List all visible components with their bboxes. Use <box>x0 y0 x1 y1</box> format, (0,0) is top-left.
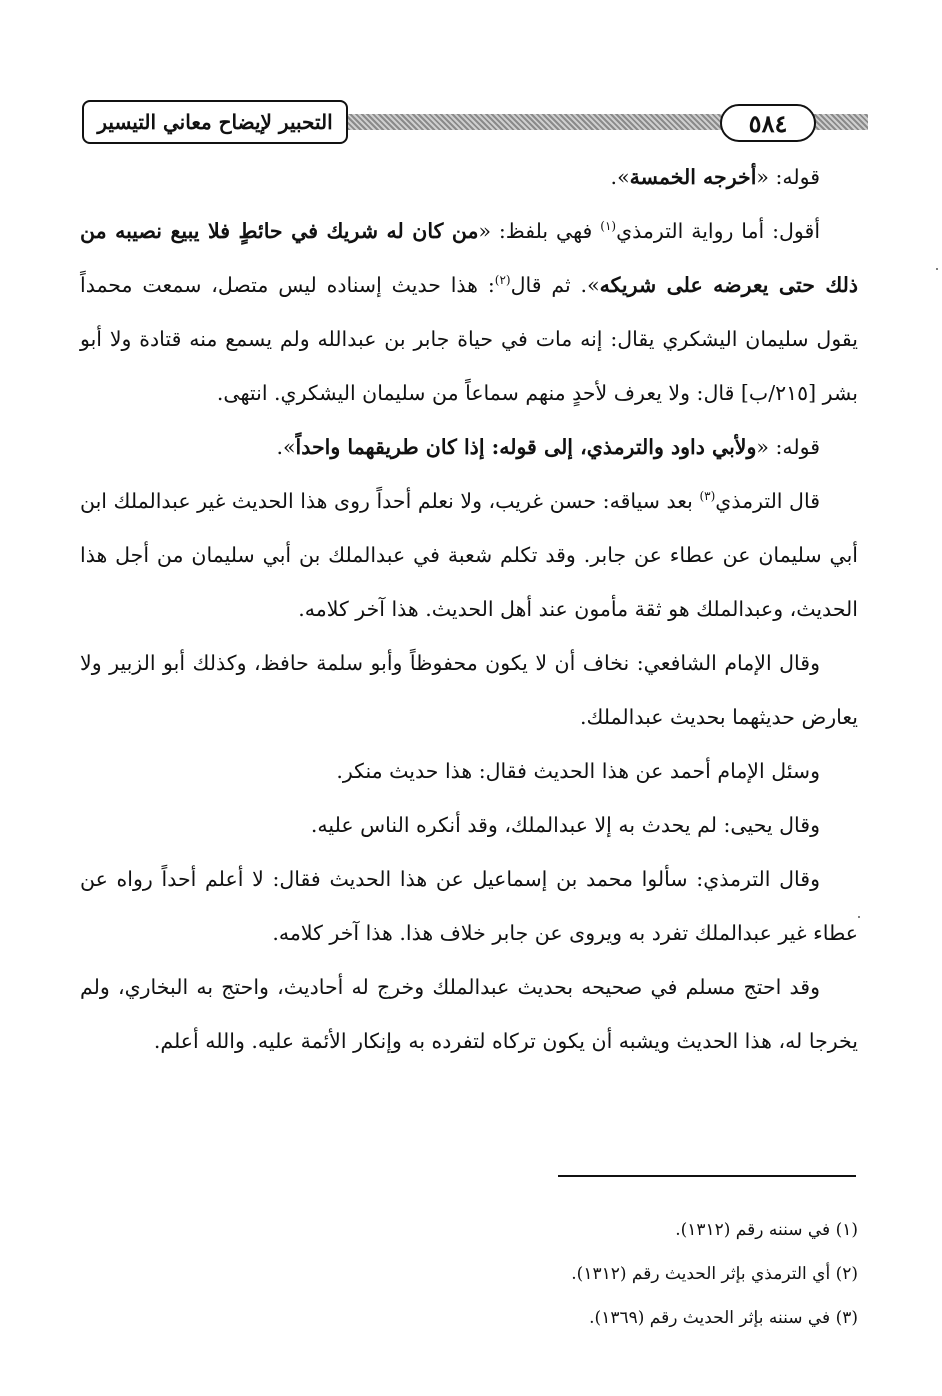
paragraph-7: وقال يحيى: لم يحدث به إلا عبدالملك، وقد أنكره الناس عليه. <box>310 813 820 837</box>
footnotes <box>80 1208 858 1340</box>
p3-end: ». <box>276 435 296 459</box>
page-header <box>80 98 870 146</box>
main-text <box>80 150 858 1068</box>
page-number: ٥٨٤ <box>720 104 816 142</box>
p3-lead: قوله: « <box>756 435 820 459</box>
p3-quote: ولأبي داود والترمذي، إلى قوله: إذا كان طريقهما واحداً <box>295 435 757 459</box>
p1-end: ». <box>610 165 630 189</box>
p2-mid: ». ثم قال <box>510 273 600 297</box>
paragraph-9: وقد احتج مسلم في صحيحه بحديث عبدالملك وخرج له أحاديث، واحتج به البخاري، ولم يخرجا له، هذا الحديث ويشبه أن يكون تركاه لتفرده به وإنكار الأئمة عليه. والله أعلم. <box>80 975 858 1053</box>
footnote-ref-3[interactable]: (٣) <box>699 489 716 504</box>
scan-speck <box>858 916 860 918</box>
p2-lead: أقول: أما رواية الترمذي <box>616 219 821 243</box>
scan-speck <box>936 268 938 270</box>
paragraph-8: وقال الترمذي: سألوا محمد بن إسماعيل عن هذا الحديث فقال: لا أعلم أحداً رواه عن عطاء غير عبدالملك تفرد به ويروى عن جابر خلاف هذا. هذا آخر كلامه. <box>80 867 858 945</box>
footnote-ref-1[interactable]: (١) <box>600 219 617 234</box>
footnote-3: (٣) في سننه بإثر الحديث رقم (١٣٦٩). <box>589 1308 858 1328</box>
p1-lead: قوله: « <box>756 165 820 189</box>
p4-lead: قال الترمذي <box>715 489 820 513</box>
paragraph-1 <box>80 150 858 204</box>
paragraph-5: وقال الإمام الشافعي: نخاف أن لا يكون محفوظاً وأبو سلمة حافظ، وكذلك أبو الزبير ولا يعارض حديثهما بحديث عبدالملك. <box>80 651 858 729</box>
footnote-1: (١) في سننه رقم (١٣١٢). <box>675 1220 858 1240</box>
p2-hadith-quote: من كان له شريك في حائطٍ فلا يبيع نصيبه من ذلك حتى يعرضه على شريكه <box>80 219 858 297</box>
paragraph-2 <box>80 204 858 420</box>
book-title: التحبير لإيضاح معاني التيسير <box>82 100 348 144</box>
p2-intro: فهي بلفظ: « <box>478 219 601 243</box>
paragraph-4 <box>80 474 858 636</box>
footnote-ref-2[interactable]: (٢) <box>494 273 511 288</box>
p2-rest: : هذا حديث إسناده ليس متصل، سمعت محمداً يقول سليمان اليشكري يقال: إنه مات في حياة جابر بن عبدالله ولم يسمع منه قتادة ولا أبو بشر [٢١٥/ب] قال: ولا يعرف لأحدٍ منهم سماعاً من سليمان اليشكري. انتهى. <box>80 273 858 405</box>
paragraph-6: وسئل الإمام أحمد عن هذا الحديث فقال: هذا حديث منكر. <box>336 759 820 783</box>
p4-rest: بعد سياقه: حسن غريب، ولا نعلم أحداً روى هذا الحديث غير عبدالملك ابن أبي سليمان عن عطاء عن جابر. وقد تكلم شعبة في عبدالملك بن أبي سليمان من أجل هذا الحديث، وعبدالملك هو ثقة مأمون عند أهل الحديث. هذا آخر كلامه. <box>80 489 858 621</box>
footnote-separator <box>558 1175 856 1177</box>
paragraph-3 <box>80 420 858 474</box>
footnote-2: (٢) أي الترمذي بإثر الحديث رقم (١٣١٢). <box>571 1264 858 1284</box>
p1-quote: أخرجه الخمسة <box>629 165 757 189</box>
